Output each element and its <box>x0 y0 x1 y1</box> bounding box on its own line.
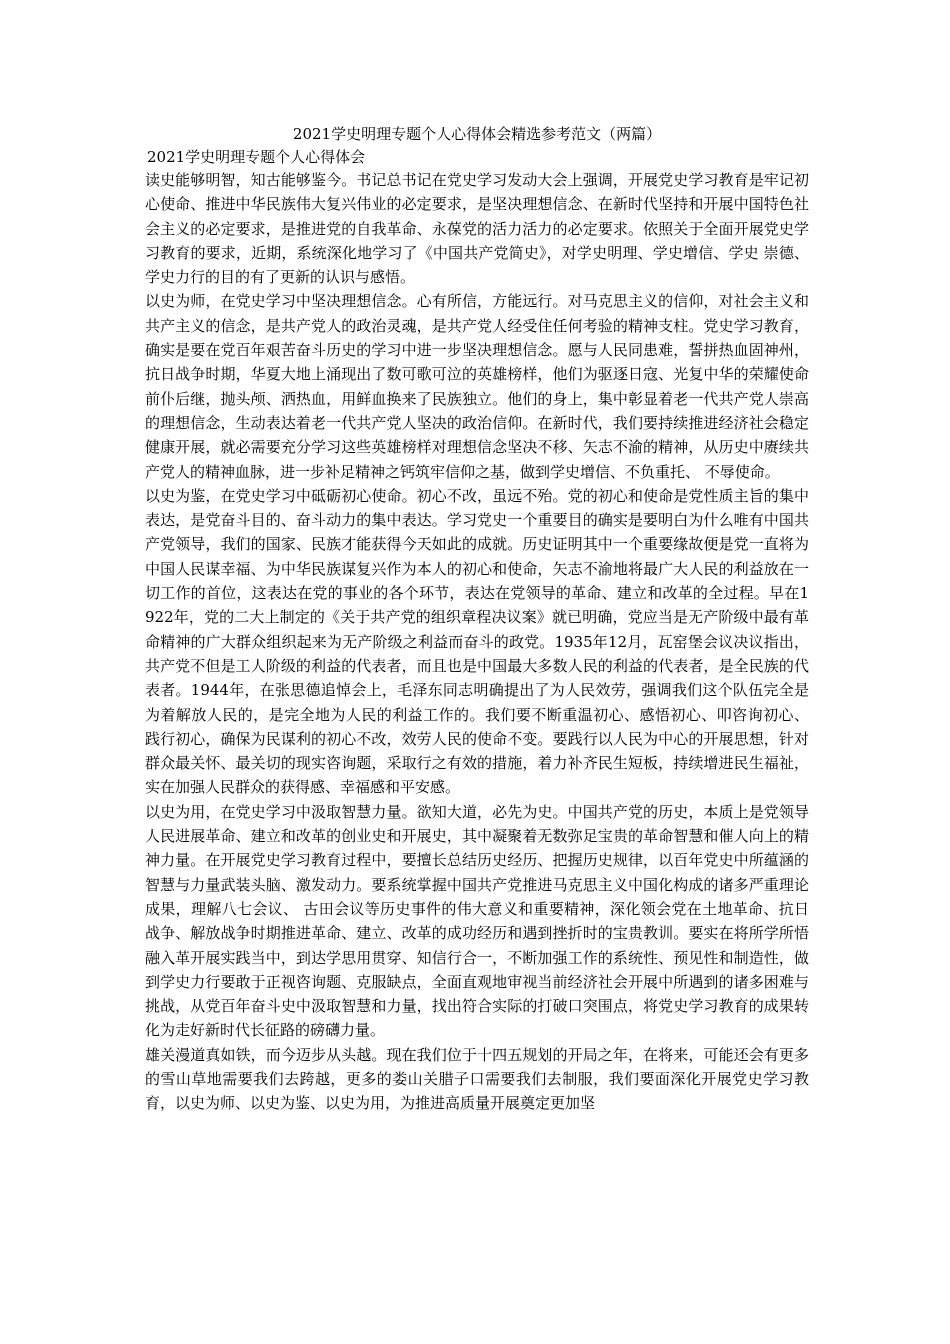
paragraph-3: 以史为鉴，在党史学习中砥砺初心使命。初心不改，虽远不殆。党的初心和使命是党性质主旨的集中表达，是党奋斗目的、奋斗动力的集中表达。学习党史一个重要目的确实是要明白为什么唯有中国共产党领导，我们的国家、民族才能获得今天如此的成就。历史证明其中一个重要缘故便是党一直将为中国人民谋幸福、为中华民族谋复兴作为本人的初心和使命，矢志不渝地将最广大人民的利益放在一切工作的首位，这表达在党的事业的各个环节，表达在党领导的革命、建立和改革的全过程。早在1922年，党的二大上制定的《关于共产党的组织章程决议案》就已明确，党应当是无产阶级中最有革命精神的广大群众组织起来为无产阶级之利益而奋斗的政党。1935年12月，瓦窑堡会议决议指出，共产党不但是工人阶级的利益的代表者，而且也是中国最大多数人民的利益的代表者，是全民族的代表者。1944年，在张思德追悼会上，毛泽东同志明确提出了为人民效劳，强调我们这个队伍完全是为着解放人民的，是完全地为人民的利益工作的。我们要不断重温初心、感悟初心、叩咨询初心、 践行初心，确保为民谋利的初心不改，效劳人民的使命不变。要践行以人民为中心的开展思想，针对群众最关怀、最关切的现实咨询题，采取行之有效的措施，着力补齐民生短板，持续增进民生福祉，实在加强人民群众的获得感、幸福感和平安感。 <box>145 486 809 797</box>
paragraph-1: 读史能够明智，知古能够鉴今。书记总书记在党史学习发动大会上强调，开展党史学习教育是牢记初心使命、推进中华民族伟大复兴伟业的必定要求，是坚决理想信念、在新时代坚持和开展中国特色社会主义的必定要求，是推进党的自我革命、永葆党的活力活力的必定要求。依照关于全面开展党史学习教育的要求，近期，系统深化地学习了《中国共产党简史》，对学史明理、学史增信、学史 崇德、学史力行的目的有了更新的认识与感悟。 <box>145 171 809 287</box>
document-title: 2021学史明理专题个人心得体会精选参考范文（两篇） <box>292 125 662 143</box>
paragraph-2: 以史为师，在党史学习中坚决理想信念。心有所信，方能远行。对马克思主义的信仰，对社会主义和共产主义的信念，是共产党人的政治灵魂，是共产党人经受住任何考验的精神支柱。党史学习教育，确实是要在党百年艰苦奋斗历史的学习中进一步坚决理想信念。愿与人民同患难，誓拼热血固神州， 抗日战争时期，华夏大地上涌现出了数可歌可泣的英雄榜样，他们为驱逐日寇、光复中华的荣耀使命前仆后继，抛头颅、洒热血，用鲜血换来了民族独立。他们的身上，集中彰显着老一代共产党人崇高的理想信念，生动表达着老一代共产党人坚决的政治信仰。在新时代，我们要持续推进经济社会稳定健康开展，就必需要充分学习这些英雄榜样对理想信念坚决不移、矢志不渝的精神，从历史中赓续共产党人的精神血脉，进一步补足精神之钙筑牢信仰之基，做到学史增信、不负重托、 不辱使命。 <box>145 292 809 481</box>
document-subtitle: 2021学史明理专题个人心得体会 <box>147 148 366 166</box>
document-page <box>145 124 809 1116</box>
paragraph-4: 以史为用，在党史学习中汲取智慧力量。欲知大道，必先为史。中国共产党的历史，本质上是党领导人民进展革命、建立和改革的创业史和开展史，其中凝聚着无数弥足宝贵的革命智慧和催人向上的精神力量。在开展党史学习教育过程中，要擅长总结历史经历、把握历史规律，以百年党史中所蕴涵的智慧与力量武装头脑、激发动力。要系统掌握中国共产党推进马克思主义中国化构成的诸多严重理论成果，理解八七会议、 古田会议等历史事件的伟大意义和重要精神，深化领会党在土地革命、抗日战争、解放战争时期推进革命、建立、改革的成功经历和遇到挫折时的宝贵教训。要实在将所学所悟融入革开展实践当中，到达学思用贯穿、知信行合一，不断加强工作的系统性、预见性和制造性，做到学史力行要敢于正视咨询题、克服缺点，全面直观地审视当前经济社会开展中所遇到的诸多困难与挑战，从党百年奋斗史中汲取智慧和力量，找出符合实际的打破口突围点，将党史学习教育的成果转化为走好新时代长征路的磅礴力量。 <box>145 802 809 1040</box>
paragraph-5: 雄关漫道真如铁，而今迈步从头越。现在我们位于十四五规划的开局之年，在将来，可能还会有更多的雪山草地需要我们去跨越，更多的娄山关腊子口需要我们去制服，我们要面深化开展党史学习教育，以史为师、以史为鉴、以史为用，为推进高质量开展奠定更加坚 <box>145 1045 809 1113</box>
